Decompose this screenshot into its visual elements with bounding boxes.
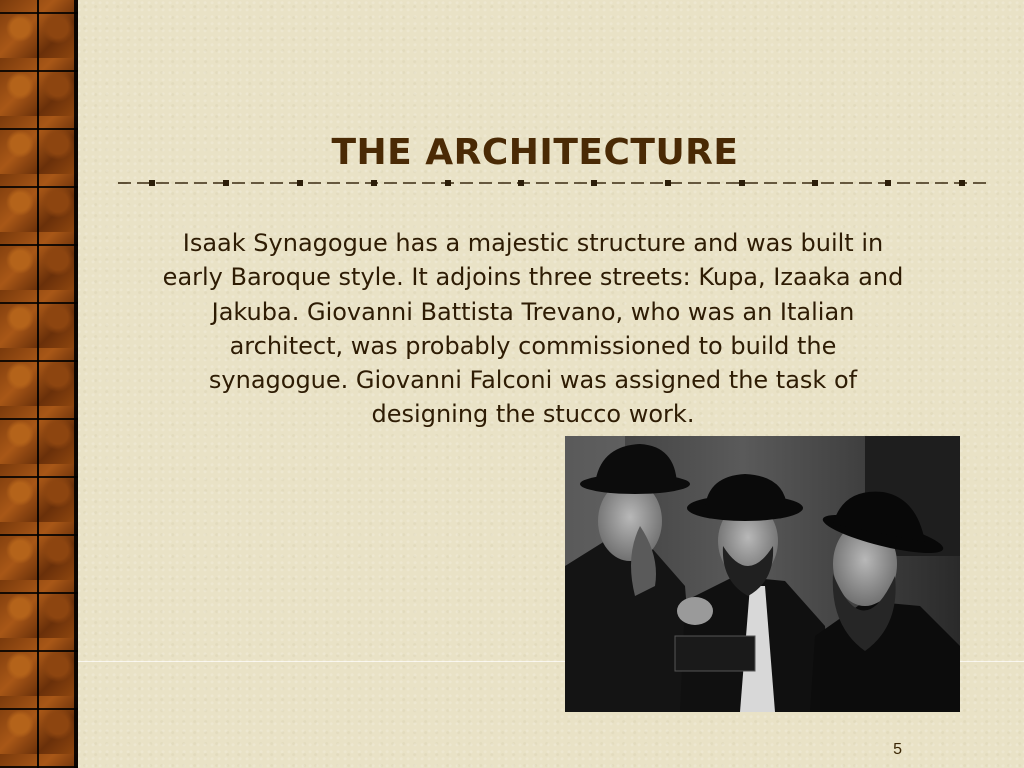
title-divider <box>118 176 990 190</box>
page-number: 5 <box>893 741 902 758</box>
photo-three-men-in-hats <box>565 436 960 712</box>
slide-title: THE ARCHITECTURE <box>331 132 739 173</box>
decorative-border-strip <box>0 0 78 768</box>
slide-body-text: Isaak Synagogue has a majestic structure and was built in early Baroque style. It adjoins three streets: Kupa, Izaaka and Jakuba. Giovanni Battista Trevano, who was an Italian architect, was probably commissioned to build the synagogue. Giovanni Falconi was assigned the task of designing the stucco work. <box>162 229 904 429</box>
